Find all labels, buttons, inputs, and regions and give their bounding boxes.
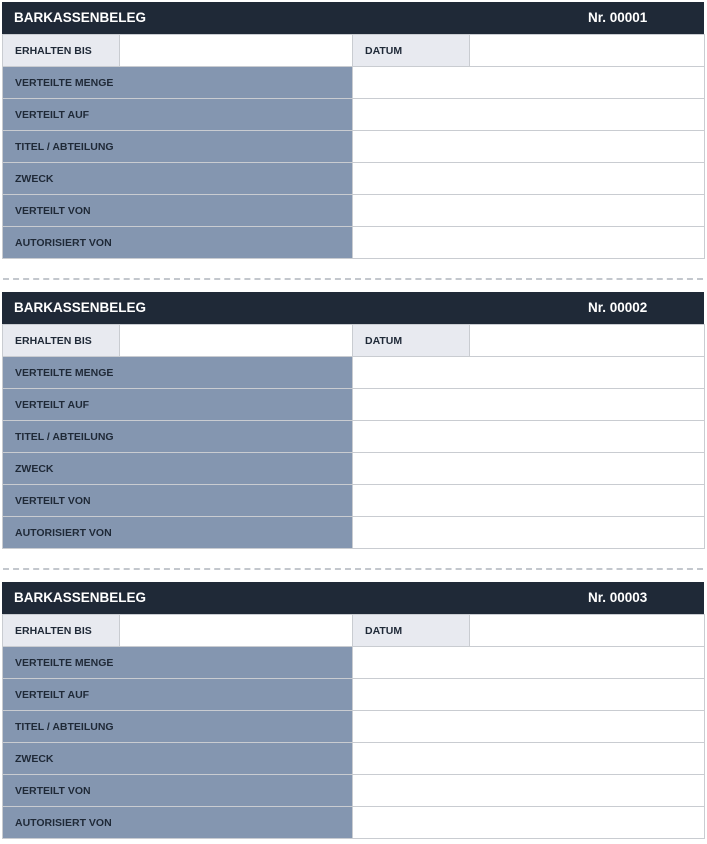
field-label: VERTEILT AUF	[3, 99, 353, 131]
voucher-form	[2, 34, 705, 259]
field-row	[3, 195, 705, 227]
field-label: VERTEILT VON	[3, 195, 353, 227]
field-input[interactable]	[353, 99, 705, 131]
voucher-number: Nr. 00003	[588, 590, 648, 605]
field-row	[3, 647, 705, 679]
field-row	[3, 743, 705, 775]
date-field[interactable]	[470, 325, 705, 357]
field-input[interactable]	[353, 743, 705, 775]
field-input[interactable]	[353, 711, 705, 743]
voucher-header	[2, 582, 704, 614]
field-label: VERTEILTE MENGE	[3, 357, 353, 389]
field-input[interactable]	[353, 485, 705, 517]
field-input[interactable]	[353, 647, 705, 679]
field-label: VERTEILTE MENGE	[3, 647, 353, 679]
received-date-row	[3, 615, 705, 647]
voucher-title: BARKASSENBELEG	[14, 300, 147, 315]
field-input[interactable]	[353, 227, 705, 259]
voucher-1	[2, 2, 704, 259]
field-label: VERTEILTE MENGE	[3, 67, 353, 99]
received-field[interactable]	[120, 325, 353, 357]
voucher-2	[2, 292, 704, 549]
field-input[interactable]	[353, 131, 705, 163]
date-label: DATUM	[353, 615, 470, 647]
field-label: VERTEILT AUF	[3, 679, 353, 711]
field-row	[3, 485, 705, 517]
field-input[interactable]	[353, 679, 705, 711]
received-field[interactable]	[120, 35, 353, 67]
field-row	[3, 163, 705, 195]
date-label: DATUM	[353, 35, 470, 67]
voucher-title: BARKASSENBELEG	[14, 590, 147, 605]
field-row	[3, 389, 705, 421]
field-input[interactable]	[353, 775, 705, 807]
date-field[interactable]	[470, 615, 705, 647]
field-label: AUTORISIERT VON	[3, 227, 353, 259]
received-field[interactable]	[120, 615, 353, 647]
field-row	[3, 679, 705, 711]
received-label: ERHALTEN BIS	[3, 615, 120, 647]
field-label: TITEL / ABTEILUNG	[3, 131, 353, 163]
date-label: DATUM	[353, 325, 470, 357]
field-input[interactable]	[353, 517, 705, 549]
voucher-3	[2, 582, 704, 839]
field-label: ZWECK	[3, 163, 353, 195]
field-input[interactable]	[353, 67, 705, 99]
received-label: ERHALTEN BIS	[3, 35, 120, 67]
voucher-form	[2, 614, 705, 839]
field-row	[3, 131, 705, 163]
received-date-row	[3, 35, 705, 67]
field-label: VERTEILT VON	[3, 775, 353, 807]
field-input[interactable]	[353, 163, 705, 195]
field-label: TITEL / ABTEILUNG	[3, 711, 353, 743]
field-row	[3, 807, 705, 839]
cut-line-divider	[3, 278, 703, 280]
voucher-number: Nr. 00002	[588, 300, 648, 315]
field-label: TITEL / ABTEILUNG	[3, 421, 353, 453]
field-input[interactable]	[353, 389, 705, 421]
voucher-form	[2, 324, 705, 549]
field-input[interactable]	[353, 421, 705, 453]
field-row	[3, 421, 705, 453]
received-label: ERHALTEN BIS	[3, 325, 120, 357]
date-field[interactable]	[470, 35, 705, 67]
field-label: AUTORISIERT VON	[3, 807, 353, 839]
field-row	[3, 517, 705, 549]
field-input[interactable]	[353, 357, 705, 389]
field-row	[3, 775, 705, 807]
voucher-number: Nr. 00001	[588, 10, 648, 25]
field-label: VERTEILT VON	[3, 485, 353, 517]
field-row	[3, 227, 705, 259]
field-row	[3, 67, 705, 99]
voucher-header	[2, 2, 704, 34]
received-date-row	[3, 325, 705, 357]
field-row	[3, 99, 705, 131]
field-label: AUTORISIERT VON	[3, 517, 353, 549]
field-row	[3, 357, 705, 389]
field-label: VERTEILT AUF	[3, 389, 353, 421]
cut-line-divider	[3, 568, 703, 570]
field-input[interactable]	[353, 195, 705, 227]
voucher-title: BARKASSENBELEG	[14, 10, 147, 25]
field-label: ZWECK	[3, 743, 353, 775]
field-input[interactable]	[353, 453, 705, 485]
field-label: ZWECK	[3, 453, 353, 485]
voucher-header	[2, 292, 704, 324]
field-row	[3, 711, 705, 743]
field-row	[3, 453, 705, 485]
field-input[interactable]	[353, 807, 705, 839]
